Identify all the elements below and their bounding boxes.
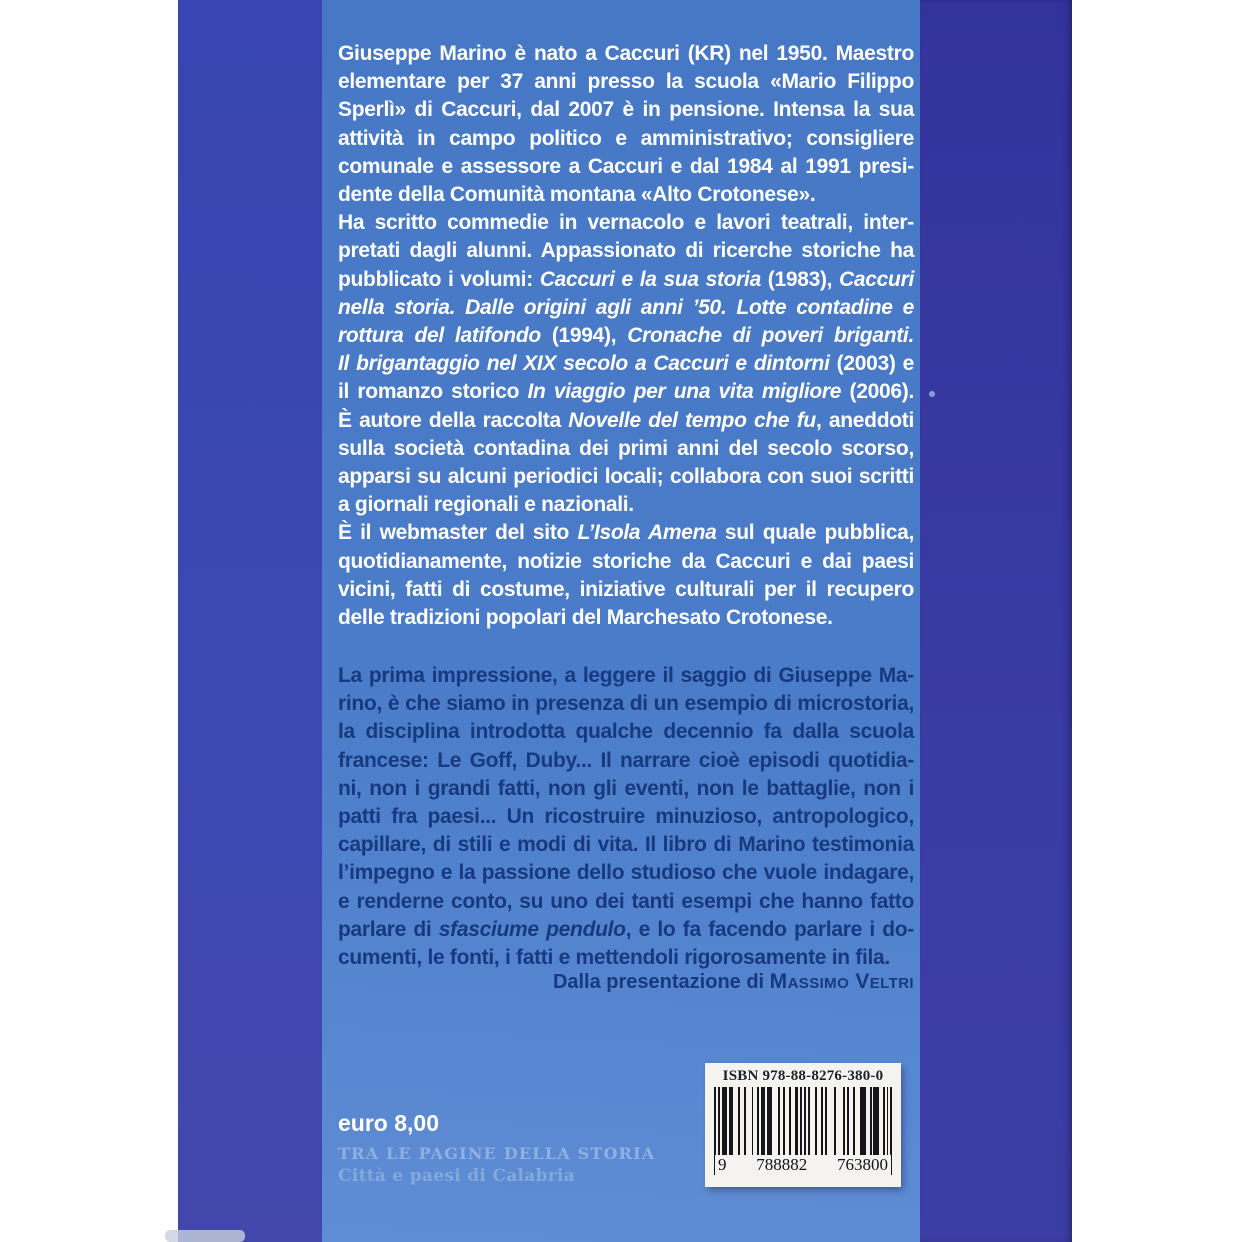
- cover-left-band: [178, 0, 322, 1242]
- series-subtitle: Città e paesi di Calabria: [338, 1166, 576, 1186]
- text-line: Giuseppe Marino è nato a Caccuri (KR) nel 1950. Maestro: [338, 42, 914, 65]
- text-line: l’impegno e la passione dello studioso che vuole indagare,: [338, 861, 914, 885]
- text-line: Sperlì» di Caccuri, dal 2007 è in pensione. Intensa la sua: [338, 98, 914, 122]
- text-line: È autore della raccolta Novelle del tempo che fu, aneddoti: [338, 408, 914, 432]
- author-bio-text: [338, 40, 914, 632]
- text-line: È il webmaster del sito L’Isola Amena sul quale pubblica,: [338, 521, 914, 545]
- text-line: Il brigantaggio nel XIX secolo a Caccuri e dintorni (2003) e: [338, 352, 914, 376]
- text-line: apparsi su alcuni periodici locali; collabora con suoi scritti: [338, 465, 914, 489]
- text-line: rottura del latifondo (1994), Cronache di poveri briganti.: [338, 324, 914, 348]
- text-line: La prima impressione, a leggere il saggio di Giuseppe Ma-: [338, 664, 914, 687]
- text-line: ni, non i grandi fatti, non gli eventi, non le battaglie, non i: [338, 776, 914, 800]
- price-label: euro 8,00: [338, 1110, 439, 1136]
- barcode-digit-group: 788882: [753, 1155, 810, 1175]
- text-line: parlare di sfasciume pendulo, e lo fa facendo parlare i do-: [338, 917, 914, 941]
- text-line: vicini, fatti di costume, iniziative culturali per il recupero: [338, 577, 914, 601]
- isbn-barcode: [705, 1063, 901, 1187]
- text-line: quotidianamente, notizie storiche da Caccuri e dai paesi: [338, 549, 914, 573]
- text-line: rino, è che siamo in presenza di un esempio di microstoria,: [338, 692, 914, 716]
- text-line: e renderne conto, su uno dei tanti esempi che hanno fatto: [338, 889, 914, 913]
- text-line: capillare, di stili e modi di vita. Il libro di Marino testimonia: [338, 833, 914, 857]
- attribution-name: Massimo Veltri: [769, 970, 914, 993]
- text-line: francese: Le Goff, Duby... Il narrare cioè episodi quotidia-: [338, 748, 914, 772]
- series-title: TRA LE PAGINE DELLA STORIA: [338, 1144, 656, 1163]
- barcode-digit-group: 9: [715, 1155, 730, 1175]
- text-line: comunale e assessore a Caccuri e dal 1984 al 1991 presi-: [338, 154, 914, 178]
- text-line: il romanzo storico In viaggio per una vita migliore (2006).: [338, 380, 914, 404]
- text-line: elementare per 37 anni presso la scuola «Mario Filippo: [338, 70, 914, 94]
- barcode-bars: [714, 1087, 892, 1181]
- text-line: delle tradizioni popolari del Marchesato Crotonese.: [338, 606, 833, 630]
- attribution-prefix: Dalla presentazione di: [552, 971, 770, 993]
- barcode-digits: [714, 1155, 892, 1175]
- text-line: nella storia. Dalle origini agli anni ’50. Lotte contadine e: [338, 295, 914, 319]
- dust-speck: [929, 391, 935, 397]
- text-line: patti fra paesi... Un ricostruire minuzioso, antropologico,: [338, 805, 914, 829]
- text-line: cumenti, le fonti, i fatti e mettendoli rigorosamente in fila.: [338, 946, 890, 970]
- text-line: dente della Comunità montana «Alto Crotonese».: [338, 183, 816, 207]
- text-line: pretati dagli alunni. Appassionato di ricerche storiche ha: [338, 239, 914, 263]
- attribution: [338, 970, 914, 994]
- text-line: sulla società contadina dei primi anni del secolo scorso,: [338, 436, 914, 460]
- presentation-text: [338, 662, 914, 972]
- barcode-digit-group: 763800: [834, 1155, 891, 1175]
- isbn-label: ISBN 978-88-8276-380-0: [722, 1068, 884, 1084]
- text-line: a giornali regionali e nazionali.: [338, 493, 634, 517]
- text-line: Ha scritto commedie in vernacolo e lavori teatrali, inter-: [338, 211, 914, 235]
- text-line: pubblicato i volumi: Caccuri e la sua storia (1983), Caccuri: [338, 267, 914, 291]
- cover-right-band: [920, 0, 1072, 1242]
- text-line: attività in campo politico e amministrativo; consigliere: [338, 126, 914, 150]
- photo-smudge: [165, 1230, 245, 1242]
- text-line: la disciplina introdotta qualche decennio fa dalla scuola: [338, 720, 914, 744]
